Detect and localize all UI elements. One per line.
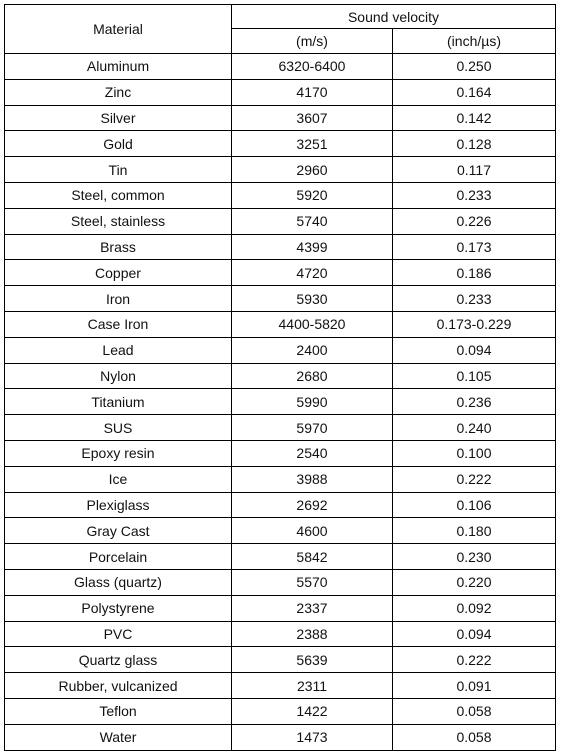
table-row [5, 440, 556, 466]
velocity-ms-cell: 4600 [232, 518, 393, 544]
velocity-inch-cell: 0.117 [393, 157, 556, 183]
material-cell: Aluminum [5, 54, 232, 80]
table-row [5, 544, 556, 570]
material-cell: Teflon [5, 698, 232, 724]
table-row [5, 131, 556, 157]
velocity-ms-cell: 4170 [232, 79, 393, 105]
table-row [5, 673, 556, 699]
velocity-ms-cell: 5842 [232, 544, 393, 570]
velocity-inch-cell: 0.173-0.229 [393, 311, 556, 337]
velocity-inch-cell: 0.164 [393, 79, 556, 105]
material-cell: Zinc [5, 79, 232, 105]
velocity-inch-cell: 0.173 [393, 234, 556, 260]
velocity-ms-cell: 3607 [232, 105, 393, 131]
velocity-inch-cell: 0.091 [393, 673, 556, 699]
material-cell: Titanium [5, 389, 232, 415]
material-cell: Epoxy resin [5, 440, 232, 466]
table-row [5, 569, 556, 595]
sound-velocity-table [4, 4, 556, 751]
table-row [5, 157, 556, 183]
velocity-inch-cell: 0.058 [393, 698, 556, 724]
velocity-inch-cell: 0.250 [393, 54, 556, 80]
velocity-inch-cell: 0.142 [393, 105, 556, 131]
material-cell: Steel, common [5, 182, 232, 208]
material-cell: Copper [5, 260, 232, 286]
velocity-inch-cell: 0.226 [393, 208, 556, 234]
velocity-inch-cell: 0.094 [393, 621, 556, 647]
material-cell: Rubber, vulcanized [5, 673, 232, 699]
table-row [5, 54, 556, 80]
material-cell: Tin [5, 157, 232, 183]
velocity-ms-cell: 1473 [232, 724, 393, 750]
velocity-inch-cell: 0.220 [393, 569, 556, 595]
table-body [5, 54, 556, 751]
material-cell: Case Iron [5, 311, 232, 337]
table-row [5, 415, 556, 441]
table-row [5, 363, 556, 389]
table-row [5, 79, 556, 105]
table-row [5, 208, 556, 234]
velocity-inch-cell: 0.106 [393, 492, 556, 518]
material-cell: Nylon [5, 363, 232, 389]
velocity-inch-cell: 0.128 [393, 131, 556, 157]
velocity-ms-cell: 5570 [232, 569, 393, 595]
velocity-ms-cell: 5970 [232, 415, 393, 441]
velocity-inch-cell: 0.233 [393, 286, 556, 312]
table-row [5, 286, 556, 312]
velocity-inch-cell: 0.058 [393, 724, 556, 750]
material-cell: Silver [5, 105, 232, 131]
velocity-ms-cell: 2960 [232, 157, 393, 183]
material-column-header: Material [5, 5, 232, 54]
material-cell: Polystyrene [5, 595, 232, 621]
material-cell: Ice [5, 466, 232, 492]
velocity-inch-cell: 0.094 [393, 337, 556, 363]
velocity-ms-cell: 5740 [232, 208, 393, 234]
velocity-ms-cell: 5930 [232, 286, 393, 312]
table-row [5, 337, 556, 363]
table-row [5, 492, 556, 518]
velocity-ms-cell: 2692 [232, 492, 393, 518]
velocity-inch-cell: 0.186 [393, 260, 556, 286]
table-row [5, 647, 556, 673]
material-cell: SUS [5, 415, 232, 441]
table-row [5, 389, 556, 415]
material-cell: PVC [5, 621, 232, 647]
material-cell: Brass [5, 234, 232, 260]
material-cell: Gold [5, 131, 232, 157]
table-row [5, 595, 556, 621]
table-row [5, 724, 556, 750]
table-row [5, 466, 556, 492]
velocity-inch-cell: 0.230 [393, 544, 556, 570]
unit-ms-header: (m/s) [232, 29, 393, 54]
header-row-1 [5, 5, 556, 29]
velocity-inch-cell: 0.222 [393, 466, 556, 492]
velocity-ms-cell: 4399 [232, 234, 393, 260]
velocity-inch-cell: 0.233 [393, 182, 556, 208]
table-row [5, 260, 556, 286]
velocity-ms-cell: 5639 [232, 647, 393, 673]
velocity-inch-cell: 0.240 [393, 415, 556, 441]
velocity-inch-cell: 0.236 [393, 389, 556, 415]
table-row [5, 182, 556, 208]
velocity-ms-cell: 2337 [232, 595, 393, 621]
material-cell: Water [5, 724, 232, 750]
table-row [5, 311, 556, 337]
table-row [5, 698, 556, 724]
table-row [5, 234, 556, 260]
table-row [5, 621, 556, 647]
sound-velocity-table-container [4, 4, 556, 751]
velocity-inch-cell: 0.180 [393, 518, 556, 544]
table-header [5, 5, 556, 54]
material-cell: Iron [5, 286, 232, 312]
velocity-inch-cell: 0.092 [393, 595, 556, 621]
velocity-ms-cell: 1422 [232, 698, 393, 724]
table-row [5, 105, 556, 131]
velocity-inch-cell: 0.100 [393, 440, 556, 466]
unit-inch-header: (inch/µs) [393, 29, 556, 54]
velocity-ms-cell: 2540 [232, 440, 393, 466]
velocity-ms-cell: 3988 [232, 466, 393, 492]
velocity-inch-cell: 0.105 [393, 363, 556, 389]
sound-velocity-group-header: Sound velocity [232, 5, 556, 29]
velocity-ms-cell: 3251 [232, 131, 393, 157]
velocity-ms-cell: 5920 [232, 182, 393, 208]
material-cell: Steel, stainless [5, 208, 232, 234]
velocity-ms-cell: 4720 [232, 260, 393, 286]
material-cell: Plexiglass [5, 492, 232, 518]
material-cell: Glass (quartz) [5, 569, 232, 595]
velocity-ms-cell: 2400 [232, 337, 393, 363]
velocity-inch-cell: 0.222 [393, 647, 556, 673]
material-cell: Lead [5, 337, 232, 363]
velocity-ms-cell: 2388 [232, 621, 393, 647]
material-cell: Gray Cast [5, 518, 232, 544]
velocity-ms-cell: 2680 [232, 363, 393, 389]
velocity-ms-cell: 5990 [232, 389, 393, 415]
velocity-ms-cell: 2311 [232, 673, 393, 699]
velocity-ms-cell: 4400-5820 [232, 311, 393, 337]
material-cell: Porcelain [5, 544, 232, 570]
material-cell: Quartz glass [5, 647, 232, 673]
velocity-ms-cell: 6320-6400 [232, 54, 393, 80]
table-row [5, 518, 556, 544]
